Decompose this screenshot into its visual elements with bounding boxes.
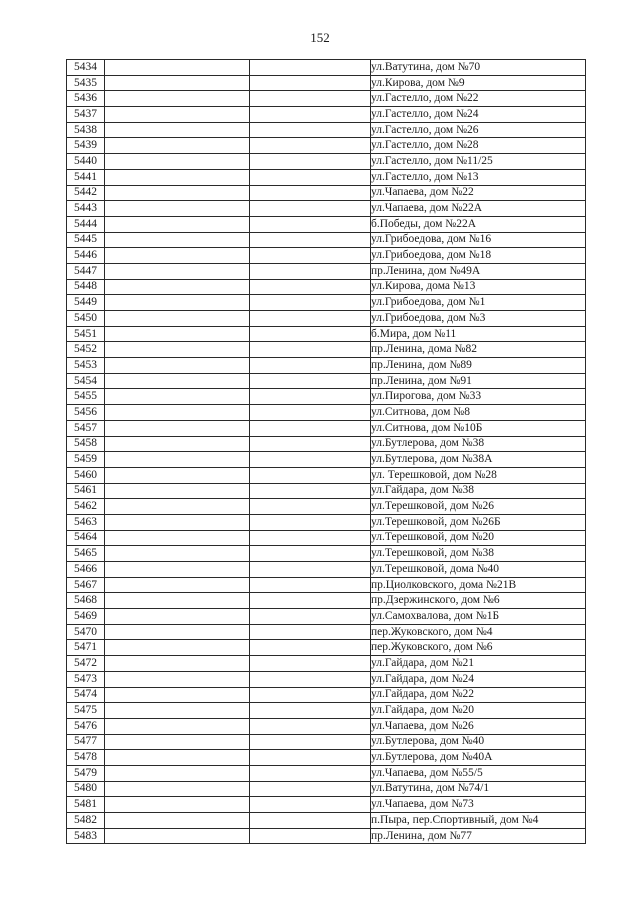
empty-column-cell xyxy=(250,562,371,578)
address-cell: ул.Пирогова, дом №33 xyxy=(371,389,586,405)
empty-column-cell xyxy=(105,640,250,656)
row-number-cell: 5473 xyxy=(67,671,105,687)
empty-column-cell xyxy=(105,373,250,389)
table-row xyxy=(67,263,586,279)
empty-column-cell xyxy=(250,609,371,625)
empty-column-cell xyxy=(250,452,371,468)
address-cell: ул.Ватутина, дом №70 xyxy=(371,60,586,76)
table-row xyxy=(67,718,586,734)
empty-column-cell xyxy=(250,60,371,76)
empty-column-cell xyxy=(105,577,250,593)
table-row xyxy=(67,609,586,625)
address-cell: ул.Гастелло, дом №26 xyxy=(371,122,586,138)
empty-column-cell xyxy=(250,436,371,452)
table-row xyxy=(67,405,586,421)
table-row xyxy=(67,593,586,609)
table-row xyxy=(67,640,586,656)
table-row xyxy=(67,169,586,185)
row-number-cell: 5453 xyxy=(67,358,105,374)
empty-column-cell xyxy=(105,342,250,358)
table-body xyxy=(67,60,586,844)
table-row xyxy=(67,216,586,232)
empty-column-cell xyxy=(105,546,250,562)
address-cell: пр.Циолковского, дома №21В xyxy=(371,577,586,593)
address-cell: ул.Грибоедова, дом №1 xyxy=(371,295,586,311)
address-cell: ул.Гайдара, дом №22 xyxy=(371,687,586,703)
address-cell: ул.Гайдара, дом №20 xyxy=(371,703,586,719)
empty-column-cell xyxy=(250,232,371,248)
empty-column-cell xyxy=(105,420,250,436)
row-number-cell: 5457 xyxy=(67,420,105,436)
address-cell: ул.Бутлерова, дом №40 xyxy=(371,734,586,750)
empty-column-cell xyxy=(250,420,371,436)
empty-column-cell xyxy=(250,734,371,750)
table-row xyxy=(67,467,586,483)
empty-column-cell xyxy=(105,703,250,719)
empty-column-cell xyxy=(250,279,371,295)
empty-column-cell xyxy=(250,577,371,593)
table-row xyxy=(67,154,586,170)
row-number-cell: 5469 xyxy=(67,609,105,625)
empty-column-cell xyxy=(105,813,250,829)
empty-column-cell xyxy=(105,122,250,138)
empty-column-cell xyxy=(105,687,250,703)
address-cell: ул.Гайдара, дом №24 xyxy=(371,671,586,687)
row-number-cell: 5436 xyxy=(67,91,105,107)
table-row xyxy=(67,122,586,138)
empty-column-cell xyxy=(105,467,250,483)
address-cell: ул.Кирова, дом №9 xyxy=(371,75,586,91)
address-cell: ул.Чапаева, дом №73 xyxy=(371,797,586,813)
table-row xyxy=(67,358,586,374)
empty-column-cell xyxy=(105,514,250,530)
empty-column-cell xyxy=(250,530,371,546)
address-cell: ул.Гастелло, дом №11/25 xyxy=(371,154,586,170)
row-number-cell: 5444 xyxy=(67,216,105,232)
address-cell: ул. Терешковой, дом №28 xyxy=(371,467,586,483)
empty-column-cell xyxy=(105,436,250,452)
row-number-cell: 5460 xyxy=(67,467,105,483)
empty-column-cell xyxy=(250,781,371,797)
table-row xyxy=(67,326,586,342)
row-number-cell: 5461 xyxy=(67,483,105,499)
address-cell: ул.Чапаева, дом №26 xyxy=(371,718,586,734)
empty-column-cell xyxy=(105,781,250,797)
table-row xyxy=(67,514,586,530)
address-cell: ул.Грибоедова, дом №3 xyxy=(371,311,586,327)
empty-column-cell xyxy=(250,169,371,185)
row-number-cell: 5483 xyxy=(67,828,105,844)
empty-column-cell xyxy=(105,593,250,609)
address-cell: ул.Бутлерова, дом №38А xyxy=(371,452,586,468)
row-number-cell: 5442 xyxy=(67,185,105,201)
empty-column-cell xyxy=(105,279,250,295)
address-cell: ул.Кирова, дома №13 xyxy=(371,279,586,295)
table-row xyxy=(67,624,586,640)
row-number-cell: 5479 xyxy=(67,765,105,781)
table-row xyxy=(67,562,586,578)
row-number-cell: 5474 xyxy=(67,687,105,703)
row-number-cell: 5451 xyxy=(67,326,105,342)
empty-column-cell xyxy=(250,499,371,515)
empty-column-cell xyxy=(105,91,250,107)
row-number-cell: 5472 xyxy=(67,656,105,672)
empty-column-cell xyxy=(250,546,371,562)
row-number-cell: 5452 xyxy=(67,342,105,358)
empty-column-cell xyxy=(105,750,250,766)
row-number-cell: 5459 xyxy=(67,452,105,468)
empty-column-cell xyxy=(105,452,250,468)
empty-column-cell xyxy=(105,483,250,499)
empty-column-cell xyxy=(105,216,250,232)
row-number-cell: 5480 xyxy=(67,781,105,797)
address-cell: ул.Гастелло, дом №28 xyxy=(371,138,586,154)
empty-column-cell xyxy=(105,718,250,734)
address-cell: пр.Ленина, дом №49А xyxy=(371,263,586,279)
address-cell: пер.Жуковского, дом №4 xyxy=(371,624,586,640)
address-registry-table xyxy=(66,59,586,844)
empty-column-cell xyxy=(105,609,250,625)
empty-column-cell xyxy=(105,107,250,123)
empty-column-cell xyxy=(250,813,371,829)
empty-column-cell xyxy=(250,342,371,358)
empty-column-cell xyxy=(105,358,250,374)
table-row xyxy=(67,530,586,546)
empty-column-cell xyxy=(105,734,250,750)
address-cell: пр.Ленина, дом №77 xyxy=(371,828,586,844)
table-row xyxy=(67,295,586,311)
empty-column-cell xyxy=(250,656,371,672)
address-cell: ул.Терешковой, дом №26Б xyxy=(371,514,586,530)
row-number-cell: 5435 xyxy=(67,75,105,91)
address-cell: ул.Самохвалова, дом №1Б xyxy=(371,609,586,625)
empty-column-cell xyxy=(105,185,250,201)
empty-column-cell xyxy=(105,201,250,217)
row-number-cell: 5464 xyxy=(67,530,105,546)
row-number-cell: 5477 xyxy=(67,734,105,750)
row-number-cell: 5475 xyxy=(67,703,105,719)
row-number-cell: 5441 xyxy=(67,169,105,185)
row-number-cell: 5439 xyxy=(67,138,105,154)
empty-column-cell xyxy=(250,154,371,170)
address-cell: б.Мира, дом №11 xyxy=(371,326,586,342)
empty-column-cell xyxy=(105,499,250,515)
empty-column-cell xyxy=(105,154,250,170)
row-number-cell: 5471 xyxy=(67,640,105,656)
row-number-cell: 5456 xyxy=(67,405,105,421)
address-cell: ул.Бутлерова, дом №40А xyxy=(371,750,586,766)
address-cell: ул.Грибоедова, дом №16 xyxy=(371,232,586,248)
row-number-cell: 5463 xyxy=(67,514,105,530)
row-number-cell: 5454 xyxy=(67,373,105,389)
empty-column-cell xyxy=(105,828,250,844)
empty-column-cell xyxy=(105,656,250,672)
empty-column-cell xyxy=(250,750,371,766)
address-cell: пр.Дзержинского, дом №6 xyxy=(371,593,586,609)
address-cell: ул.Ситнова, дом №10Б xyxy=(371,420,586,436)
empty-column-cell xyxy=(105,562,250,578)
empty-column-cell xyxy=(250,624,371,640)
table-row xyxy=(67,452,586,468)
table-row xyxy=(67,577,586,593)
empty-column-cell xyxy=(250,718,371,734)
empty-column-cell xyxy=(250,91,371,107)
address-cell: ул.Чапаева, дом №22А xyxy=(371,201,586,217)
table-row xyxy=(67,279,586,295)
address-cell: ул.Ситнова, дом №8 xyxy=(371,405,586,421)
table-row xyxy=(67,687,586,703)
empty-column-cell xyxy=(250,263,371,279)
empty-column-cell xyxy=(105,232,250,248)
empty-column-cell xyxy=(250,467,371,483)
table-row xyxy=(67,703,586,719)
table-row xyxy=(67,781,586,797)
table-row xyxy=(67,373,586,389)
address-cell: ул.Терешковой, дом №20 xyxy=(371,530,586,546)
row-number-cell: 5437 xyxy=(67,107,105,123)
empty-column-cell xyxy=(250,373,371,389)
row-number-cell: 5449 xyxy=(67,295,105,311)
empty-column-cell xyxy=(250,389,371,405)
empty-column-cell xyxy=(250,483,371,499)
address-cell: пр.Ленина, дома №82 xyxy=(371,342,586,358)
address-cell: ул.Бутлерова, дом №38 xyxy=(371,436,586,452)
table-row xyxy=(67,107,586,123)
address-cell: пер.Жуковского, дом №6 xyxy=(371,640,586,656)
row-number-cell: 5478 xyxy=(67,750,105,766)
table-row xyxy=(67,248,586,264)
empty-column-cell xyxy=(105,671,250,687)
address-cell: ул.Гастелло, дом №22 xyxy=(371,91,586,107)
empty-column-cell xyxy=(250,828,371,844)
empty-column-cell xyxy=(250,185,371,201)
empty-column-cell xyxy=(105,75,250,91)
row-number-cell: 5438 xyxy=(67,122,105,138)
address-cell: ул.Терешковой, дома №40 xyxy=(371,562,586,578)
empty-column-cell xyxy=(250,358,371,374)
empty-column-cell xyxy=(105,60,250,76)
address-cell: ул.Гастелло, дом №24 xyxy=(371,107,586,123)
empty-column-cell xyxy=(105,530,250,546)
empty-column-cell xyxy=(250,797,371,813)
empty-column-cell xyxy=(250,248,371,264)
row-number-cell: 5468 xyxy=(67,593,105,609)
empty-column-cell xyxy=(250,640,371,656)
address-cell: п.Пыра, пер.Спортивный, дом №4 xyxy=(371,813,586,829)
page-number: 152 xyxy=(310,30,330,45)
table-row xyxy=(67,60,586,76)
table-row xyxy=(67,232,586,248)
empty-column-cell xyxy=(250,687,371,703)
empty-column-cell xyxy=(105,624,250,640)
row-number-cell: 5440 xyxy=(67,154,105,170)
empty-column-cell xyxy=(105,326,250,342)
row-number-cell: 5476 xyxy=(67,718,105,734)
row-number-cell: 5465 xyxy=(67,546,105,562)
table-row xyxy=(67,420,586,436)
table-row xyxy=(67,765,586,781)
address-cell: ул.Грибоедова, дом №18 xyxy=(371,248,586,264)
table-row xyxy=(67,91,586,107)
empty-column-cell xyxy=(250,765,371,781)
row-number-cell: 5455 xyxy=(67,389,105,405)
row-number-cell: 5446 xyxy=(67,248,105,264)
row-number-cell: 5466 xyxy=(67,562,105,578)
address-cell: ул.Терешковой, дом №38 xyxy=(371,546,586,562)
address-cell: ул.Чапаева, дом №55/5 xyxy=(371,765,586,781)
empty-column-cell xyxy=(250,138,371,154)
address-cell: б.Победы, дом №22А xyxy=(371,216,586,232)
empty-column-cell xyxy=(105,138,250,154)
address-cell: ул.Гастелло, дом №13 xyxy=(371,169,586,185)
table-row xyxy=(67,499,586,515)
empty-column-cell xyxy=(250,216,371,232)
address-cell: пр.Ленина, дом №89 xyxy=(371,358,586,374)
table-row xyxy=(67,138,586,154)
table-row xyxy=(67,734,586,750)
empty-column-cell xyxy=(105,311,250,327)
empty-column-cell xyxy=(105,169,250,185)
table-row xyxy=(67,342,586,358)
table-row xyxy=(67,671,586,687)
empty-column-cell xyxy=(250,201,371,217)
empty-column-cell xyxy=(250,593,371,609)
table-row xyxy=(67,75,586,91)
row-number-cell: 5450 xyxy=(67,311,105,327)
address-cell: ул.Чапаева, дом №22 xyxy=(371,185,586,201)
table-row xyxy=(67,546,586,562)
empty-column-cell xyxy=(105,405,250,421)
table-row xyxy=(67,797,586,813)
address-cell: ул.Терешковой, дом №26 xyxy=(371,499,586,515)
empty-column-cell xyxy=(250,326,371,342)
address-cell: ул.Гайдара, дом №21 xyxy=(371,656,586,672)
table-row xyxy=(67,389,586,405)
empty-column-cell xyxy=(250,107,371,123)
table-row xyxy=(67,185,586,201)
row-number-cell: 5445 xyxy=(67,232,105,248)
address-cell: ул.Гайдара, дом №38 xyxy=(371,483,586,499)
empty-column-cell xyxy=(250,703,371,719)
empty-column-cell xyxy=(250,311,371,327)
row-number-cell: 5481 xyxy=(67,797,105,813)
empty-column-cell xyxy=(105,248,250,264)
table-row xyxy=(67,311,586,327)
row-number-cell: 5462 xyxy=(67,499,105,515)
empty-column-cell xyxy=(250,75,371,91)
empty-column-cell xyxy=(105,389,250,405)
address-cell: ул.Ватутина, дом №74/1 xyxy=(371,781,586,797)
row-number-cell: 5443 xyxy=(67,201,105,217)
row-number-cell: 5467 xyxy=(67,577,105,593)
address-cell: пр.Ленина, дом №91 xyxy=(371,373,586,389)
empty-column-cell xyxy=(105,765,250,781)
table-row xyxy=(67,201,586,217)
row-number-cell: 5448 xyxy=(67,279,105,295)
table-row xyxy=(67,656,586,672)
row-number-cell: 5458 xyxy=(67,436,105,452)
empty-column-cell xyxy=(250,514,371,530)
empty-column-cell xyxy=(105,263,250,279)
empty-column-cell xyxy=(250,671,371,687)
empty-column-cell xyxy=(105,797,250,813)
row-number-cell: 5482 xyxy=(67,813,105,829)
table-row xyxy=(67,436,586,452)
table-row xyxy=(67,828,586,844)
empty-column-cell xyxy=(250,122,371,138)
empty-column-cell xyxy=(250,295,371,311)
row-number-cell: 5447 xyxy=(67,263,105,279)
table-row xyxy=(67,813,586,829)
table-row xyxy=(67,483,586,499)
empty-column-cell xyxy=(250,405,371,421)
table-row xyxy=(67,750,586,766)
row-number-cell: 5470 xyxy=(67,624,105,640)
row-number-cell: 5434 xyxy=(67,60,105,76)
empty-column-cell xyxy=(105,295,250,311)
